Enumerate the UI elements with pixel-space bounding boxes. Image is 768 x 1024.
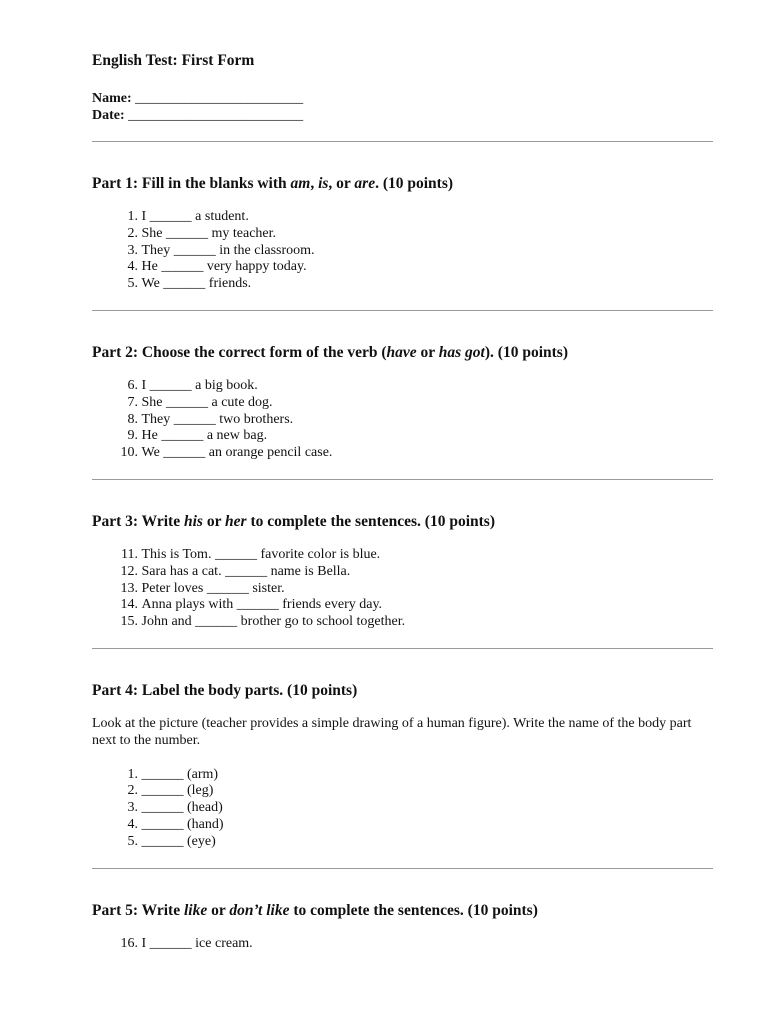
part-1-questions: [92, 209, 713, 293]
question-item: 5. ______ (eye): [127, 833, 216, 849]
question-item: 4. ______ (hand): [127, 816, 224, 832]
question-item: 8. They ______ two brothers.: [127, 411, 294, 427]
part-5-questions: [92, 936, 713, 953]
name-label: Name:: [92, 91, 132, 106]
date-blank: _________________________: [128, 108, 304, 123]
question-item: 9. He ______ a new bag.: [127, 428, 268, 444]
question-item: 16. I ______ ice cream.: [120, 935, 253, 951]
name-blank: ________________________: [135, 91, 304, 106]
date-line: [92, 107, 713, 124]
part-5-title: Part 5: Write like or don’t like to complete the sentences. (10 points): [92, 901, 538, 919]
question-item: 2. ______ (leg): [127, 783, 214, 799]
question-item: 11. This is Tom. ______ favorite color is blue.: [121, 546, 381, 562]
name-line: [92, 90, 713, 107]
section-divider: [92, 310, 713, 311]
question-item: 12. Sara has a cat. ______ name is Bella.: [120, 563, 351, 579]
question-item: 1. I ______ a student.: [127, 209, 249, 224]
section-divider: [92, 868, 713, 869]
part-2-title: Part 2: Choose the correct form of the verb (have or has got). (10 points): [92, 343, 568, 361]
question-item: 4. He ______ very happy today.: [127, 259, 307, 275]
document-title: English Test: First Form: [92, 52, 255, 69]
question-item: 1. ______ (arm): [127, 766, 219, 782]
question-item: 13. Peter loves ______ sister.: [120, 580, 285, 596]
part-1-title: Part 1: Fill in the blanks with am, is, or are. (10 points): [92, 175, 454, 192]
question-item: 15. John and ______ brother go to school together.: [120, 614, 406, 630]
question-item: 10. We ______ an orange pencil case.: [120, 445, 333, 461]
section-divider: [92, 648, 713, 649]
question-item: 5. We ______ friends.: [127, 276, 252, 292]
part-4-questions: [92, 767, 713, 851]
part-3-questions: [92, 547, 713, 631]
question-item: 14. Anna plays with ______ friends every day.: [120, 597, 383, 613]
part-3-title: Part 3: Write his or her to complete the sentences. (10 points): [92, 512, 495, 530]
part-4-title: Part 4: Label the body parts. (10 points): [92, 681, 358, 699]
question-item: 3. ______ (head): [127, 800, 223, 816]
question-item: 7. She ______ a cute dog.: [127, 394, 273, 410]
part-2-questions: [92, 378, 713, 462]
question-item: 6. I ______ a big book.: [127, 377, 258, 393]
date-label: Date:: [92, 108, 125, 123]
part-4-instructions: Look at the picture (teacher provides a simple drawing of a human figure). Write the name of the body part next to the number.: [92, 715, 692, 748]
question-item: 3. They ______ in the classroom.: [127, 242, 315, 258]
question-item: 2. She ______ my teacher.: [127, 225, 277, 241]
section-divider: [92, 479, 713, 480]
section-divider: [92, 141, 713, 142]
